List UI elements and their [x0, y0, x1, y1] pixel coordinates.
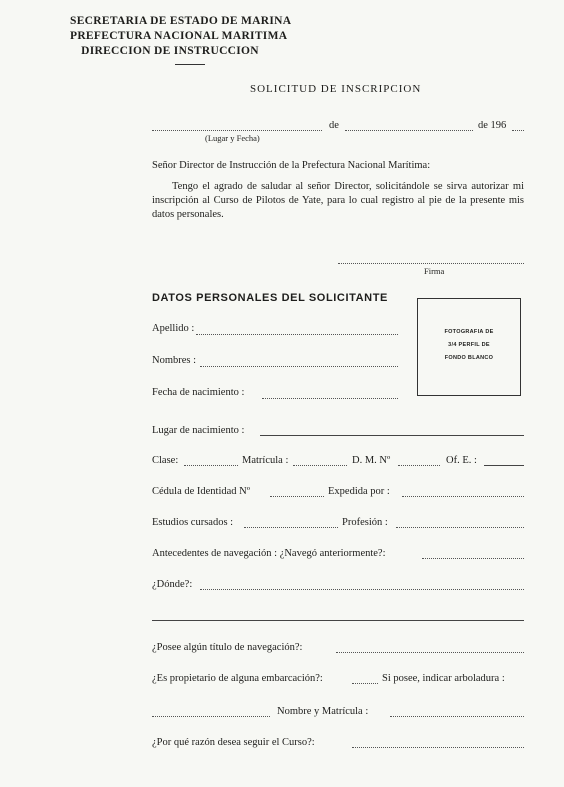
nombres-label: Nombres : — [152, 355, 197, 366]
clase-label: Clase: — [152, 455, 179, 466]
razon-label: ¿Por qué razón desea seguir el Curso?: — [152, 737, 315, 748]
estudios-field[interactable] — [244, 527, 338, 528]
matricula-label: Matrícula : — [242, 455, 289, 466]
profesion-field[interactable] — [396, 527, 524, 528]
of-e-field[interactable] — [484, 465, 524, 466]
profesion-label: Profesión : — [342, 517, 388, 528]
apellido-label: Apellido : — [152, 323, 195, 334]
nombre-matricula-field[interactable] — [390, 716, 524, 717]
photo-box — [417, 298, 521, 396]
header-line-3: DIRECCION DE INSTRUCCION — [81, 45, 259, 57]
clase-field[interactable] — [184, 465, 238, 466]
header-line-2: PREFECTURA NACIONAL MARITIMA — [70, 30, 288, 42]
photo-instructions — [418, 326, 520, 365]
propietario-label: ¿Es propietario de alguna embarcación?: — [152, 673, 323, 684]
section-title: DATOS PERSONALES DEL SOLICITANTE — [152, 292, 388, 304]
cedula-label: Cédula de Identidad Nº — [152, 486, 251, 497]
lugar-nacimiento-label: Lugar de nacimiento : — [152, 425, 245, 436]
razon-field[interactable] — [352, 747, 524, 748]
expedida-field[interactable] — [402, 496, 524, 497]
signature-label: Firma — [424, 266, 445, 276]
matricula-field[interactable] — [293, 465, 347, 466]
header-line-1: SECRETARIA DE ESTADO DE MARINA — [70, 15, 292, 27]
body-paragraph: Tengo el agrado de saludar al señor Director, solicitándole se sirva autorizar mi inscripción al Curso de Pilotos de Yate, para lo cual registro al pie de la presente mis datos personales. — [152, 181, 524, 220]
lugar-nacimiento-field[interactable] — [260, 435, 524, 436]
arboladura-field[interactable] — [152, 716, 270, 717]
donde-field-continuation[interactable] — [152, 620, 524, 621]
nombre-matricula-label: Nombre y Matrícula : — [277, 706, 369, 717]
nombres-field[interactable] — [200, 366, 398, 367]
fecha-nacimiento-field[interactable] — [262, 398, 398, 399]
place-date-caption: (Lugar y Fecha) — [205, 133, 260, 143]
antecedentes-field[interactable] — [422, 558, 524, 559]
donde-field[interactable] — [200, 589, 524, 590]
dmn-field[interactable] — [398, 465, 440, 466]
expedida-label: Expedida por : — [328, 486, 390, 497]
photo-line-2: 3/4 PERFIL DE — [448, 342, 490, 348]
estudios-label: Estudios cursados : — [152, 517, 234, 528]
fecha-nacimiento-label: Fecha de nacimiento : — [152, 387, 245, 398]
year-field[interactable] — [512, 130, 524, 131]
salutation: Señor Director de Instrucción de la Prefectura Nacional Marítima: — [152, 160, 431, 171]
propietario-field[interactable] — [352, 683, 378, 684]
photo-line-3: FONDO BLANCO — [444, 355, 494, 361]
year-label: de 196 — [478, 120, 507, 131]
cedula-field[interactable] — [270, 496, 324, 497]
photo-line-1: FOTOGRAFIA DE — [444, 329, 494, 335]
place-field[interactable] — [152, 130, 322, 131]
form-title: SOLICITUD DE INSCRIPCION — [250, 83, 422, 95]
donde-label: ¿Dónde?: — [152, 579, 193, 590]
header-divider — [175, 64, 205, 65]
signature-field[interactable] — [338, 263, 524, 264]
titulo-label: ¿Posee algún título de navegación?: — [152, 642, 303, 653]
dmn-label: D. M. Nº — [352, 455, 391, 466]
apellido-field[interactable] — [196, 334, 398, 335]
arboladura-label: Si posee, indicar arboladura : — [382, 673, 505, 684]
titulo-field[interactable] — [336, 652, 524, 653]
date-field[interactable] — [345, 130, 473, 131]
of-e-label: Of. E. : — [446, 455, 477, 466]
antecedentes-label: Antecedentes de navegación : ¿Navegó anteriormente?: — [152, 548, 386, 559]
date-de-label: de — [329, 120, 339, 131]
